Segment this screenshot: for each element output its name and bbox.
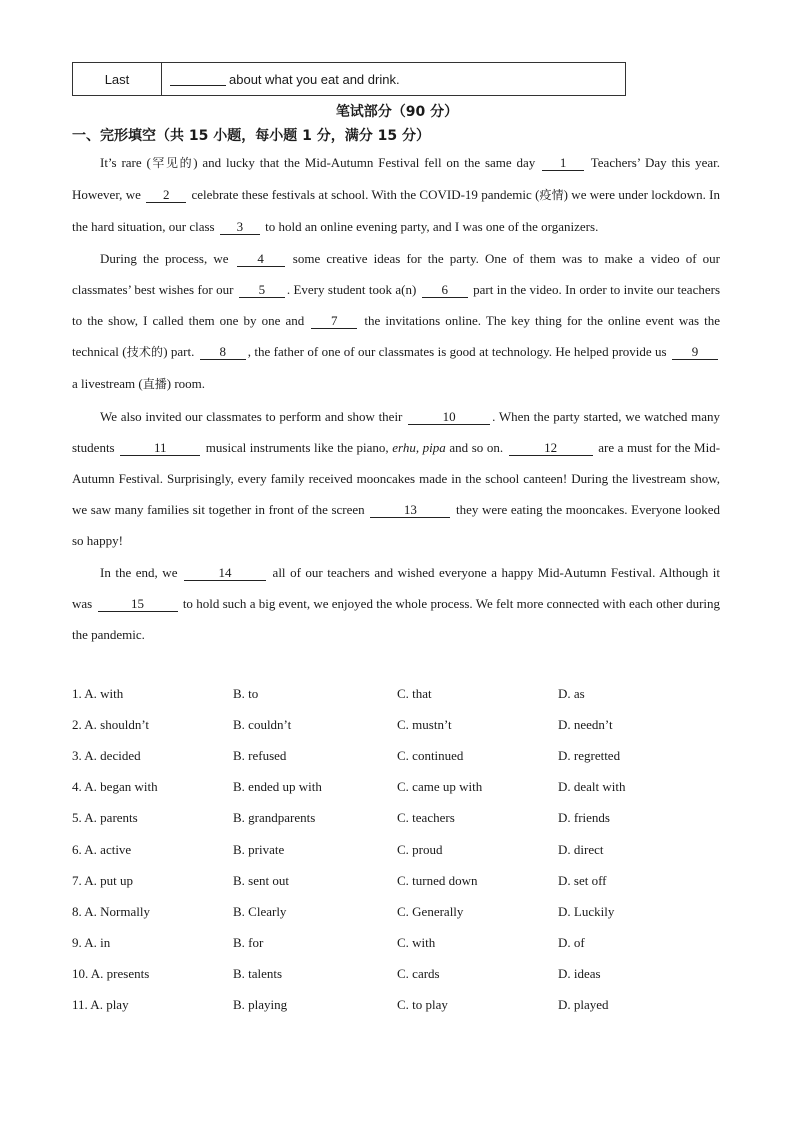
blank-12: 12 — [509, 441, 593, 456]
blank-11: 11 — [120, 441, 200, 456]
option-c: C. to play — [397, 997, 448, 1013]
paragraph-1 — [72, 147, 720, 243]
option-c: C. continued — [397, 747, 464, 763]
option-row-1 — [72, 678, 722, 709]
text: It’s rare ( — [100, 155, 151, 170]
answer-options — [72, 678, 722, 1021]
option-row-5 — [72, 803, 722, 834]
chinese-gloss: 罕见的 — [150, 156, 194, 170]
text: , the father of one of our classmates is good at technology. He helped provide us — [247, 344, 667, 360]
option-d: D. dealt with — [558, 779, 626, 795]
option-b: B. talents — [233, 966, 283, 982]
text: ) and lucky that the Mid-Autumn Festival fell on the same day — [193, 155, 536, 170]
text: they were eating the mooncakes. Everyone looked so happy! — [72, 502, 720, 549]
text: In the end, we — [100, 564, 178, 580]
blank-9: 9 — [672, 345, 718, 360]
text: ) part. — [163, 344, 195, 360]
option-a: 11. A. play — [72, 997, 129, 1013]
text: We also invited our classmates to perform and show their — [100, 408, 403, 424]
option-row-2 — [72, 709, 722, 740]
text: . Every student took a(n) — [286, 281, 417, 297]
table-sentence: about what you eat and drink. — [229, 71, 400, 87]
blank-14: 14 — [184, 566, 266, 581]
option-row-3 — [72, 740, 722, 771]
text: celebrate these festivals at school. With the COVID-19 pandemic ( — [191, 187, 540, 203]
blank-8: 8 — [200, 345, 246, 360]
option-row-6 — [72, 834, 722, 865]
option-b: B. grandparents — [233, 810, 316, 826]
blank-4: 4 — [237, 252, 285, 267]
blank-3: 3 — [220, 220, 260, 235]
option-c: C. turned down — [397, 872, 478, 888]
text: During the process, we — [100, 250, 229, 266]
text: musical instruments like the piano, — [205, 439, 389, 455]
option-b: B. couldn’t — [233, 716, 292, 732]
text: part in the video. In order to invite our teachers to the show, I called them one by one and — [72, 281, 721, 329]
option-b: B. private — [233, 841, 285, 857]
blank-13: 13 — [370, 503, 450, 518]
option-row-7 — [72, 865, 722, 896]
text: ) room. — [166, 376, 206, 392]
option-d: D. ideas — [558, 966, 601, 982]
text: ) we were under lockdown. In the hard situation, our class — [72, 187, 720, 235]
option-row-8 — [72, 896, 722, 927]
option-c: C. mustn’t — [397, 716, 452, 732]
option-d: D. Luckily — [558, 903, 615, 919]
text: and so on. — [449, 439, 504, 455]
option-row-10 — [72, 959, 722, 990]
section-title: 笔试部分（90 分） — [335, 104, 459, 120]
text: . When the party started, we watched many students — [72, 408, 721, 455]
option-c: C. proud — [397, 841, 443, 857]
option-a: 6. A. active — [72, 841, 132, 857]
option-d: D. played — [558, 997, 609, 1013]
text: some creative ideas for the party. One of them was to make a video of our classmates’ best wishes for our — [72, 250, 721, 297]
option-b: B. to — [233, 685, 259, 701]
text: the invitations online. The key thing for the online event was the technical ( — [72, 313, 720, 360]
option-row-9 — [72, 928, 722, 959]
option-a: 7. A. put up — [72, 872, 134, 888]
option-b: B. ended up with — [233, 779, 322, 795]
option-b: B. playing — [233, 997, 288, 1013]
option-a: 5. A. parents — [72, 810, 138, 826]
blank-10: 10 — [408, 410, 490, 425]
cloze-passage — [72, 147, 720, 650]
option-c: C. with — [397, 935, 436, 951]
table-label-cell — [73, 63, 162, 95]
text: a livestream ( — [72, 376, 143, 392]
italic-instruments: erhu, pipa — [392, 439, 446, 455]
chinese-gloss: 直播 — [142, 377, 167, 392]
option-row-11 — [72, 990, 722, 1021]
option-d: D. regretted — [558, 747, 621, 763]
option-a: 4. A. began with — [72, 779, 158, 795]
option-d: D. needn’t — [558, 716, 613, 732]
paragraph-4 — [72, 557, 720, 651]
option-d: D. set off — [558, 872, 607, 888]
option-a: 3. A. decided — [72, 747, 141, 763]
top-table — [72, 62, 626, 96]
blank-5: 5 — [239, 283, 285, 298]
blank-7: 7 — [311, 314, 357, 329]
text: all of our teachers and wished everyone a happy Mid-Autumn Festival. Although it was — [72, 564, 721, 611]
blank-6: 6 — [422, 283, 468, 298]
chinese-gloss: 技术的 — [126, 345, 164, 360]
option-c: C. came up with — [397, 779, 483, 795]
table-content-cell — [162, 63, 625, 95]
option-a: 10. A. presents — [72, 966, 150, 982]
option-c: C. that — [397, 685, 432, 701]
option-b: B. Clearly — [233, 903, 287, 919]
option-b: B. for — [233, 935, 264, 951]
answer-blank — [170, 73, 226, 86]
option-c: C. teachers — [397, 810, 455, 826]
option-d: D. of — [558, 935, 585, 951]
option-d: D. as — [558, 685, 585, 701]
option-c: C. Generally — [397, 903, 464, 919]
option-b: B. refused — [233, 747, 287, 763]
option-b: B. sent out — [233, 872, 289, 888]
section-heading: 一、完形填空（共 15 小题，每小题 1 分，满分 15 分） — [72, 128, 430, 144]
chinese-gloss: 疫情 — [539, 188, 564, 203]
option-a: 2. A. shouldn’t — [72, 716, 150, 732]
option-d: D. direct — [558, 841, 604, 857]
blank-2: 2 — [146, 188, 186, 203]
text: are a must for the Mid-Autumn Festival. Surprisingly, every family received mooncakes made in the school canteen! During the livestream show, we saw many families sit together in front of the screen — [72, 439, 721, 518]
paragraph-3 — [72, 401, 720, 557]
option-a: 8. A. Normally — [72, 903, 150, 919]
option-c: C. cards — [397, 966, 440, 982]
option-d: D. friends — [558, 810, 610, 826]
option-a: 9. A. in — [72, 935, 111, 951]
text: Teachers’ Day this year. However, we — [72, 155, 720, 203]
option-row-4 — [72, 772, 722, 803]
text: to hold an online evening party, and I was one of the organizers. — [265, 219, 599, 235]
blank-15: 15 — [98, 597, 178, 612]
table-label: Last — [104, 71, 130, 87]
paragraph-2 — [72, 243, 720, 401]
option-a: 1. A. with — [72, 685, 124, 701]
text: to hold such a big event, we enjoyed the whole process. We felt more connected with each other during the pandemic. — [72, 595, 721, 643]
blank-1: 1 — [542, 156, 584, 171]
